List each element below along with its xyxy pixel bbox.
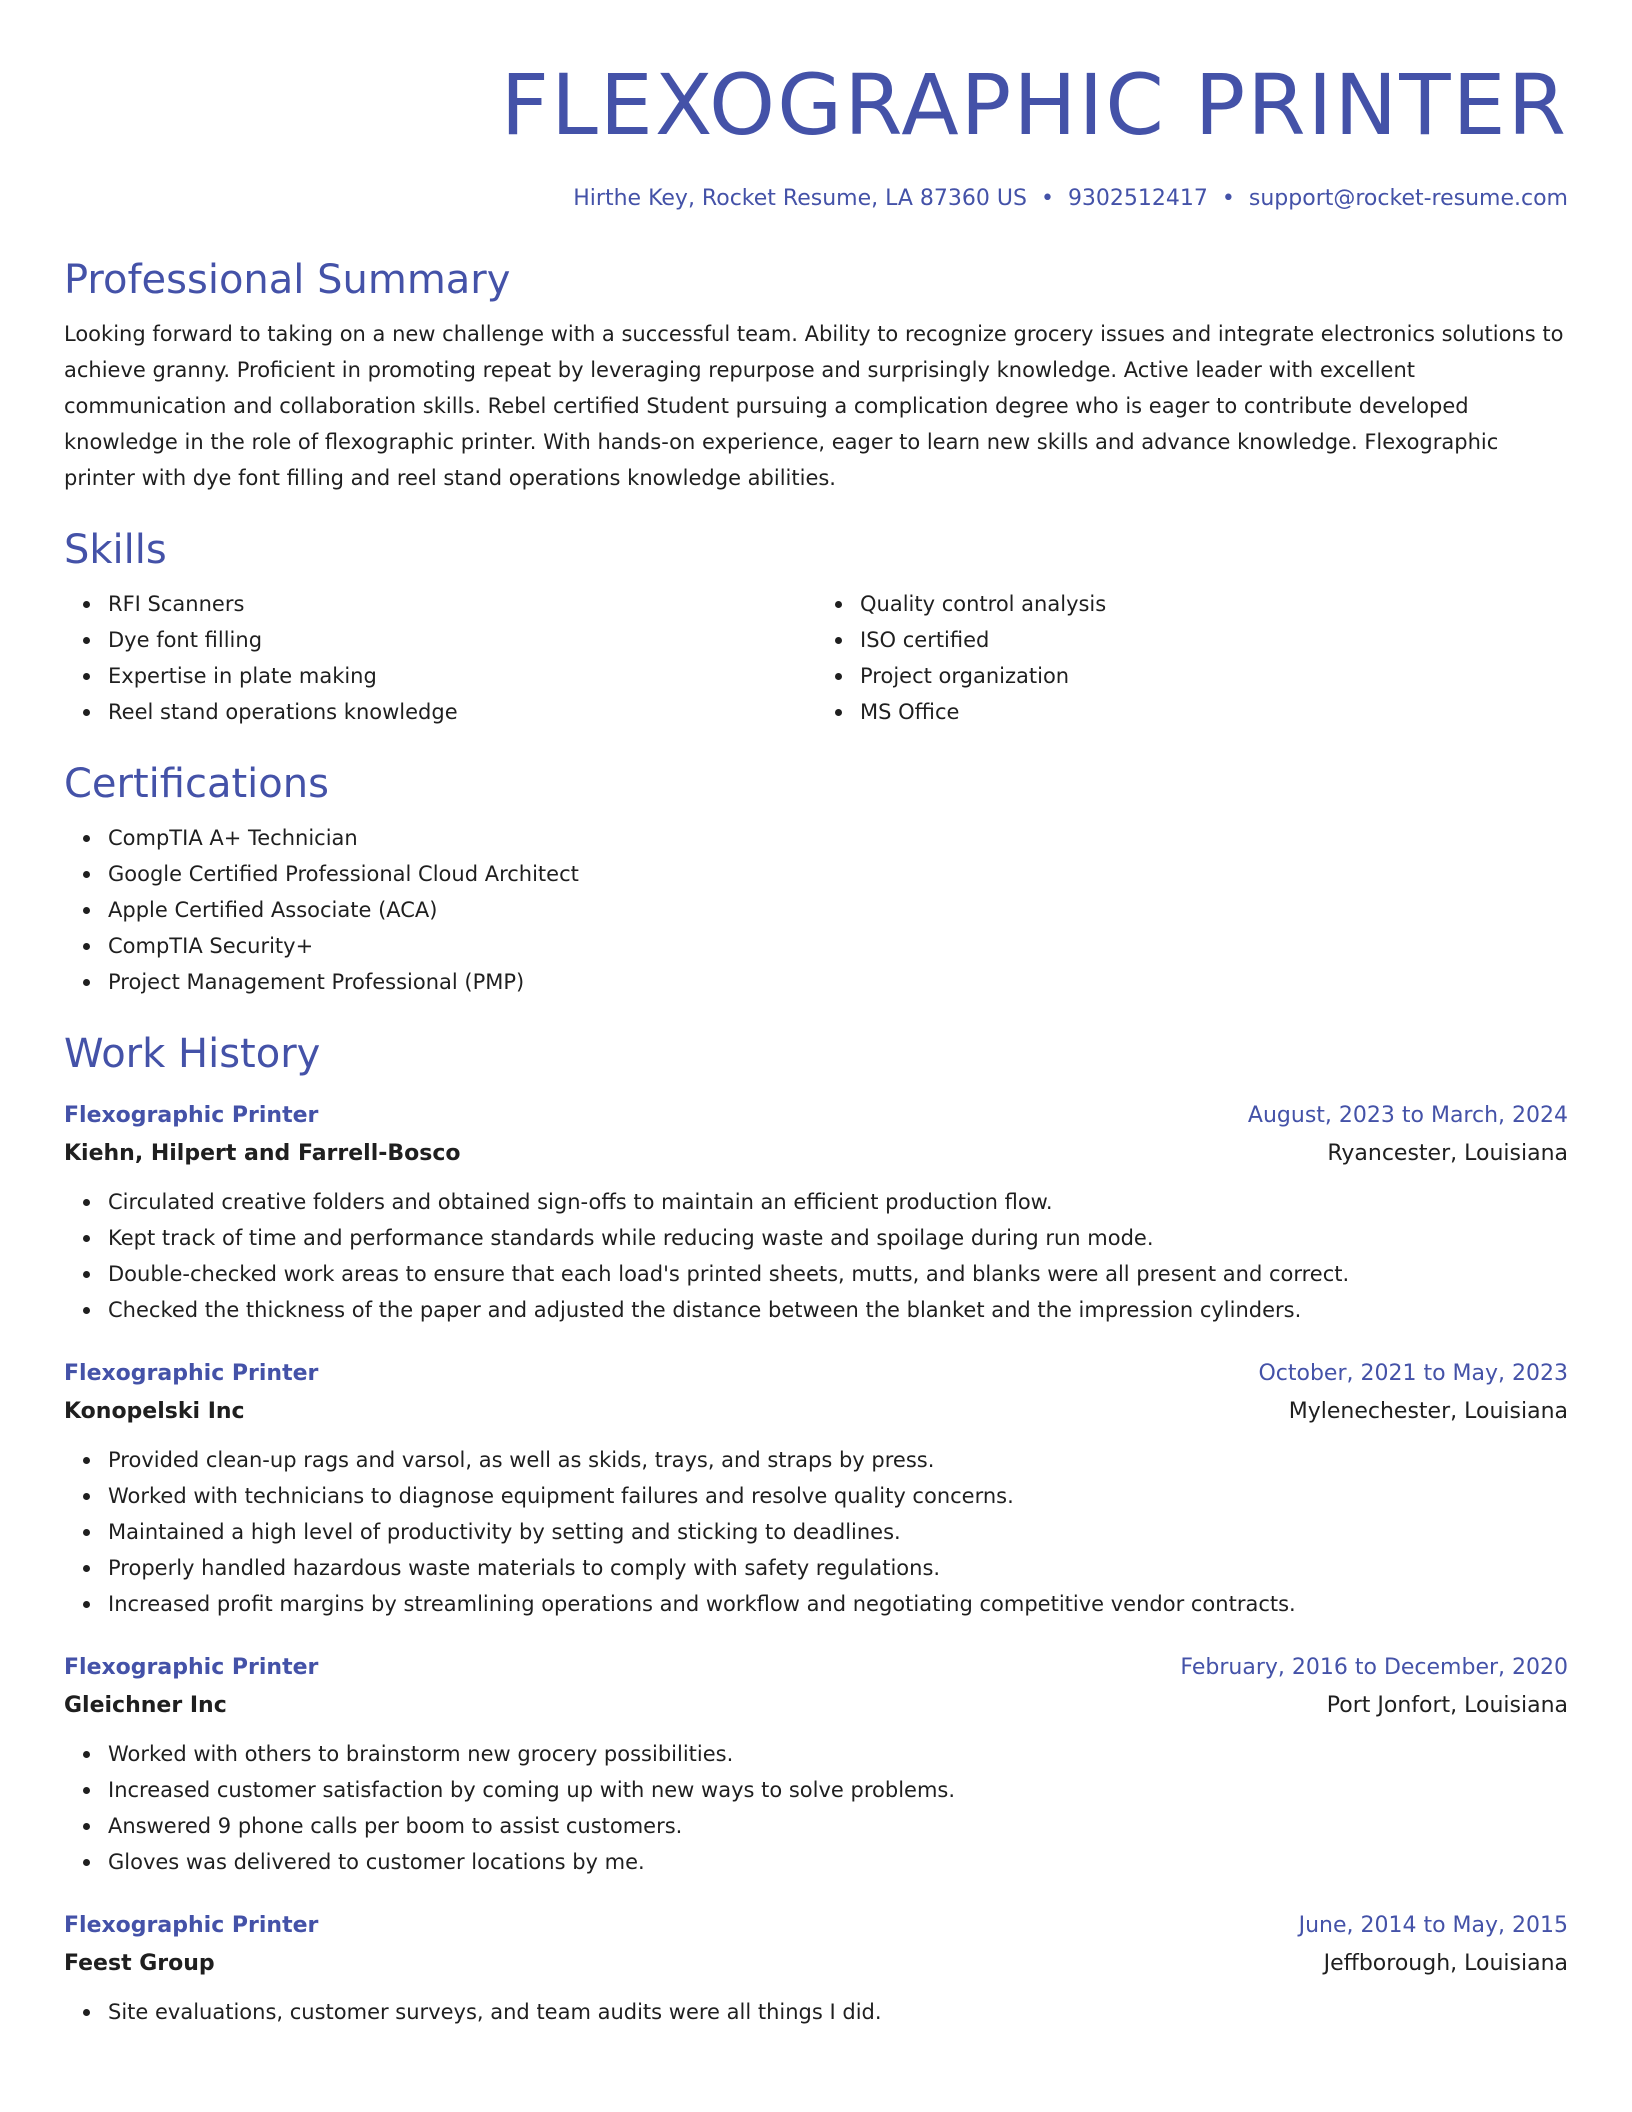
job-title: Flexographic Printer	[64, 1103, 319, 1128]
skills-list-left	[64, 586, 816, 730]
skill-item: Dye font filling	[108, 622, 816, 658]
job-company-row	[64, 1944, 1568, 1984]
job-duty: Double-checked work areas to ensure that each load's printed sheets, mutts, and blanks were all present and correct.	[108, 1256, 1568, 1292]
job-company-row	[64, 1686, 1568, 1726]
job-company: Konopelski Inc	[64, 1399, 245, 1424]
certification-item: Apple Certified Associate (ACA)	[108, 892, 1568, 928]
skill-item: MS Office	[860, 694, 1568, 730]
job-duty: Properly handled hazardous waste materials to comply with safety regulations.	[108, 1550, 1568, 1586]
job-entry	[64, 1650, 1568, 1880]
job-duty: Provided clean-up rags and varsol, as well as skids, trays, and straps by press.	[108, 1442, 1568, 1478]
job-location: Port Jonfort, Louisiana	[1326, 1693, 1568, 1718]
job-title: Flexographic Printer	[64, 1361, 319, 1386]
job-dates: October, 2021 to May, 2023	[1258, 1361, 1568, 1386]
skills-list-right	[816, 586, 1568, 730]
certifications-heading: Certifications	[64, 761, 329, 807]
skill-item: ISO certified	[860, 622, 1568, 658]
job-duty: Kept track of time and performance standards while reducing waste and spoilage during run mode.	[108, 1220, 1568, 1256]
job-duty: Maintained a high level of productivity by setting and sticking to deadlines.	[108, 1514, 1568, 1550]
skills-heading: Skills	[64, 527, 167, 573]
summary-text: Looking forward to taking on a new challenge with a successful team. Ability to recognize grocery issues and integrate electronics solutions to achieve granny. Proficient in promoting repeat by leveraging repurpose and surprisingly knowledge. Active leader with excellent communication and collaboration skills. Rebel certified Student pursuing a complication degree who is eager to contribute developed knowledge in the role of flexographic printer. With hands-on experience, eager to learn new skills and advance knowledge. Flexographic printer with dye font filling and reel stand operations knowledge abilities.	[64, 322, 1564, 490]
job-duties-list	[64, 1736, 1568, 1880]
job-duty: Worked with technicians to diagnose equipment failures and resolve quality concerns.	[108, 1478, 1568, 1514]
job-duties-list	[64, 1994, 1568, 2030]
job-entry	[64, 1098, 1568, 1328]
job-title: Flexographic Printer	[64, 1655, 319, 1680]
summary-heading: Professional Summary	[64, 257, 511, 303]
certification-item: CompTIA A+ Technician	[108, 820, 1568, 856]
certifications-list	[64, 820, 1568, 1000]
skill-item: Quality control analysis	[860, 586, 1568, 622]
contact-separator: •	[1040, 186, 1054, 211]
job-company-row	[64, 1134, 1568, 1174]
contact-separator: •	[1221, 186, 1235, 211]
job-location: Ryancester, Louisiana	[1327, 1141, 1568, 1166]
job-entry	[64, 1356, 1568, 1622]
skill-item: Expertise in plate making	[108, 658, 816, 694]
job-dates: February, 2016 to December, 2020	[1180, 1655, 1568, 1680]
contact-phone: 9302512417	[1067, 186, 1208, 211]
job-duty: Site evaluations, customer surveys, and team audits were all things I did.	[108, 1994, 1568, 2030]
certification-item: Project Management Professional (PMP)	[108, 964, 1568, 1000]
job-title-row	[64, 1908, 1568, 1944]
job-company: Feest Group	[64, 1951, 215, 1976]
job-location: Jeffborough, Louisiana	[1323, 1951, 1568, 1976]
job-duty: Circulated creative folders and obtained sign-offs to maintain an efficient production flow.	[108, 1184, 1568, 1220]
job-company: Gleichner Inc	[64, 1693, 227, 1718]
job-duties-list	[64, 1442, 1568, 1622]
job-duty: Checked the thickness of the paper and adjusted the distance between the blanket and the impression cylinders.	[108, 1292, 1568, 1328]
job-duties-list	[64, 1184, 1568, 1328]
job-duty: Gloves was delivered to customer locations by me.	[108, 1844, 1568, 1880]
certification-item: CompTIA Security+	[108, 928, 1568, 964]
job-duty: Worked with others to brainstorm new grocery possibilities.	[108, 1736, 1568, 1772]
job-entry	[64, 1908, 1568, 2030]
job-title-row	[64, 1650, 1568, 1686]
contact-email: support@rocket-resume.com	[1248, 186, 1568, 211]
skill-item: Project organization	[860, 658, 1568, 694]
job-company: Kiehn, Hilpert and Farrell-Bosco	[64, 1141, 461, 1166]
candidate-name: FLEXOGRAPHIC PRINTER	[500, 56, 1568, 154]
work-history-heading: Work History	[64, 1031, 321, 1077]
certification-item: Google Certified Professional Cloud Architect	[108, 856, 1568, 892]
job-dates: June, 2014 to May, 2015	[1298, 1913, 1568, 1938]
job-title-row	[64, 1356, 1568, 1392]
job-duty: Increased profit margins by streamlining operations and workflow and negotiating competitive vendor contracts.	[108, 1586, 1568, 1622]
job-title: Flexographic Printer	[64, 1913, 319, 1938]
contact-address: Hirthe Key, Rocket Resume, LA 87360 US	[573, 186, 1027, 211]
contact-line	[64, 184, 1568, 214]
skill-item: Reel stand operations knowledge	[108, 694, 816, 730]
resume-header	[64, 52, 1568, 214]
job-dates: August, 2023 to March, 2024	[1247, 1103, 1568, 1128]
skill-item: RFI Scanners	[108, 586, 816, 622]
job-title-row	[64, 1098, 1568, 1134]
job-duty: Answered 9 phone calls per boom to assist customers.	[108, 1808, 1568, 1844]
skills-grid	[64, 586, 1568, 730]
job-company-row	[64, 1392, 1568, 1432]
job-location: Mylenechester, Louisiana	[1288, 1399, 1568, 1424]
job-duty: Increased customer satisfaction by coming up with new ways to solve problems.	[108, 1772, 1568, 1808]
